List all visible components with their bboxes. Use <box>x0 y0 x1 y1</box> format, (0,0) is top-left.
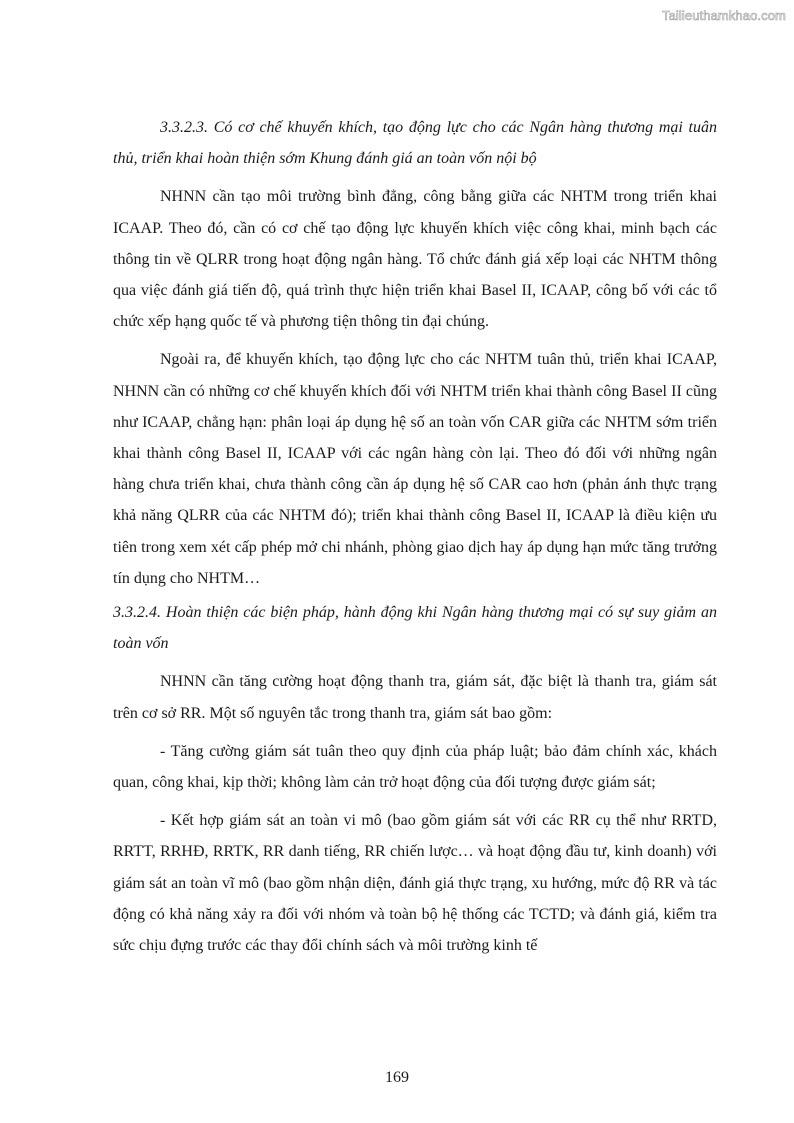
paragraph: Ngoài ra, để khuyến khích, tạo động lực cho các NHTM tuân thủ, triển khai ICAAP, NHNN cần có những cơ chế khuyến khích đối với NHTM triển khai thành công Basel II cũng như ICAAP, chẳng hạn: phân loại áp dụng hệ số an toàn vốn CAR giữa các NHTM sớm triển khai thành công Basel II, ICAAP với các ngân hàng còn lại. Theo đó đối với những ngân hàng chưa triển khai, chưa thành công cần áp dụng hệ số CAR cao hơn (phản ánh thực trạng khả năng QLRR của các NHTM đó); triển khai thành công Basel II, ICAAP là điều kiện ưu tiên trong xem xét cấp phép mở chi nhánh, phòng giao dịch hay áp dụng hạn mức tăng trưởng tín dụng cho NHTM… <box>113 351 717 587</box>
paragraph: NHNN cần tăng cường hoạt động thanh tra, giám sát, đặc biệt là thanh tra, giám sát trên cơ sở RR. Một số nguyên tắc trong thanh tra, giám sát bao gồm: <box>113 673 717 722</box>
bullet-item: - Kết hợp giám sát an toàn vi mô (bao gồm giám sát với các RR cụ thể như RRTD, RRTT, RRHĐ, RRTK, RR danh tiếng, RR chiến lược… và hoạt động đầu tư, kinh doanh) với giám sát an toàn vĩ mô (bao gồm nhận diện, đánh giá thực trạng, xu hướng, mức độ RR và tác động có khả năng xảy ra đối với nhóm và toàn bộ hệ thống các TCTD; và đánh giá, kiểm tra sức chịu đựng trước các thay đổi chính sách và môi trường kinh tế <box>113 812 717 955</box>
paragraph: NHNN cần tạo môi trường bình đẳng, công bằng giữa các NHTM trong triển khai ICAAP. Theo đó, cần có cơ chế tạo động lực khuyến khích việc công khai, minh bạch các thông tin về QLRR trong hoạt động ngân hàng. Tổ chức đánh giá xếp loại các NHTM thông qua việc đánh giá tiến độ, quá trình thực hiện triển khai Basel II, ICAAP, công bố với các tổ chức xếp hạng quốc tế và phương tiện thông tin đại chúng. <box>113 188 717 331</box>
section-heading-3-3-2-4: 3.3.2.4. Hoàn thiện các biện pháp, hành động khi Ngân hàng thương mại có sự suy giảm an toàn vốn <box>113 604 717 653</box>
page-number: 169 <box>385 1069 409 1086</box>
section-heading-3-3-2-3: 3.3.2.3. Có cơ chế khuyến khích, tạo động lực cho các Ngân hàng thương mại tuân thủ, triển khai hoàn thiện sớm Khung đánh giá an toàn vốn nội bộ <box>113 119 717 168</box>
watermark-text: Tailieuthamkhao.com <box>661 8 786 23</box>
bullet-item: - Tăng cường giám sát tuân theo quy định của pháp luật; bảo đảm chính xác, khách quan, công khai, kịp thời; không làm cản trở hoạt động của đối tượng được giám sát; <box>113 742 717 792</box>
page-body <box>113 112 717 961</box>
